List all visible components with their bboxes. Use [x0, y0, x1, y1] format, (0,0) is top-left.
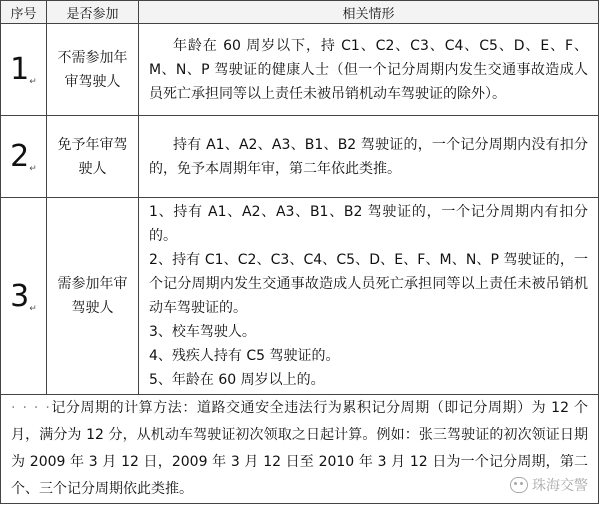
note-row — [1, 395, 599, 504]
watermark-text: 珠海交警 — [532, 478, 588, 494]
description-cell — [139, 198, 599, 395]
note-cell — [1, 395, 599, 504]
description-line: 3、校车驾驶人。 — [149, 324, 256, 340]
header-situation: 相关情形 — [139, 1, 599, 24]
watermark — [510, 475, 588, 495]
row-number: 1↵ — [1, 24, 47, 116]
table-row — [1, 24, 599, 116]
description-line: 持有 A1、A2、A3、B1、B2 驾驶证的，一个记分周期内没有扣分的，免予本周期年审，第二年依此类推。 — [149, 136, 588, 177]
header-serial: 序号 — [1, 1, 47, 24]
description-line: 2、持有 C1、C2、C3、C4、C5、D、E、F、M、N、P 驾驶证的，一个记分周期内发生交通事故造成人员死亡承担同等以上责任未被吊销机动车驾驶证的。 — [149, 252, 588, 316]
description-cell — [139, 24, 599, 116]
participation-cell: 需参加年审驾驶人 — [47, 198, 139, 395]
wechat-icon — [510, 477, 528, 493]
note-text: 记分周期的计算方法：道路交通安全违法行为累积记分周期（即记分周期）为 12 个月，满分为 12 分，从机动车驾驶证初次领取之日起计算。例如：张三驾驶证的初次领证日期为 2009 年 3 月 12 日，2009 年 3 月 12 日至 2010 年 3 月 12 日为一个记分周期，第二个、三个记分周期依此类推。 — [11, 400, 588, 497]
participation-cell: 免予年审驾驶人 — [47, 116, 139, 198]
header-participation: 是否参加 — [47, 1, 139, 24]
description-line: 年龄在 60 周岁以下，持 C1、C2、C3、C4、C5、D、E、F、M、N、P 驾驶证的健康人士（但一个记分周期内发生交通事故造成人员死亡承担同等以上责任未被吊销机动车驾驶证的除外）。 — [149, 37, 588, 102]
description-line: 5、年龄在 60 周岁以上的。 — [149, 372, 325, 388]
description-line: 1、持有 A1、A2、A3、B1、B2 驾驶证的，一个记分周期内有扣分的。 — [149, 204, 588, 244]
description-line: 4、残疾人持有 C5 驾驶证的。 — [149, 348, 340, 364]
description-cell — [139, 116, 599, 198]
table-row — [1, 116, 599, 198]
participation-cell: 不需参加年审驾驶人 — [47, 24, 139, 116]
leading-dots: · · · · — [11, 400, 51, 416]
row-number: 3↵ — [1, 198, 47, 395]
header-row — [1, 1, 599, 24]
row-number: 2↵ — [1, 116, 47, 198]
table-row — [1, 198, 599, 395]
